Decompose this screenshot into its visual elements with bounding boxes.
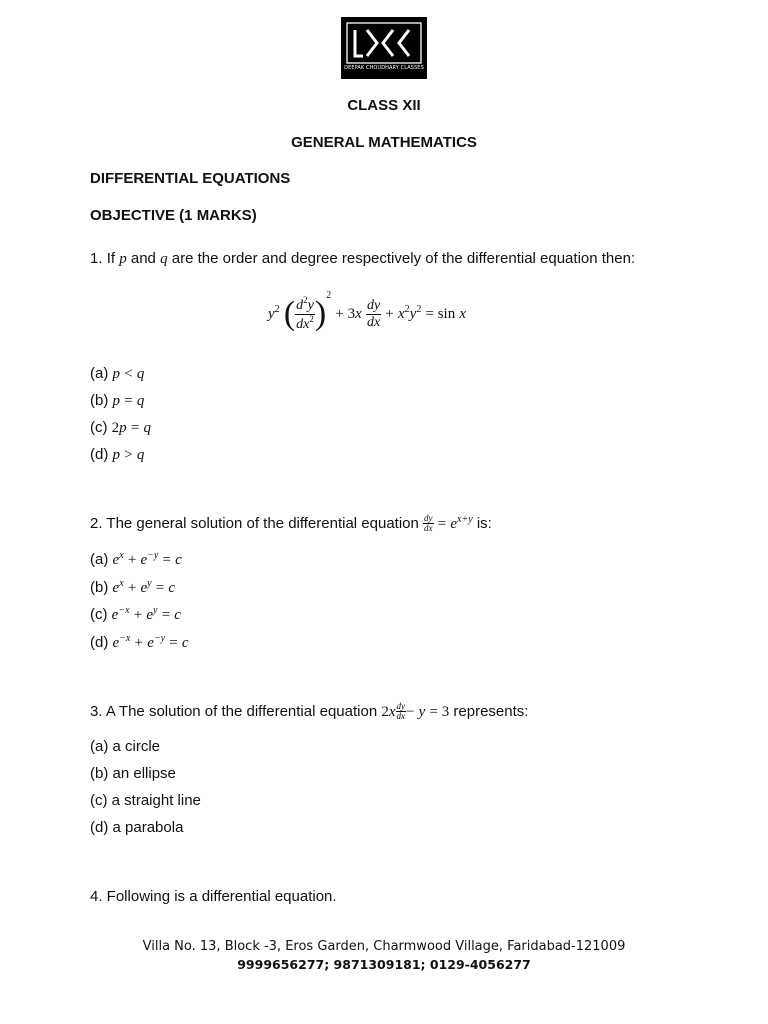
q1-option-d[interactable]: (d) p > q [90, 446, 145, 463]
q2-option-c[interactable]: (c) $e^{-x} + e^y = c$ [90, 605, 181, 623]
q3-option-a[interactable]: (a) a circle [90, 738, 161, 755]
equation-1: $y^2$ ( $\frac{d^2y}{dx^2}$ )$^2$ + 3x $\frac{dy}{dx}$ + $x^2y^2 = \sin x$ [268, 290, 467, 333]
question-2: 2. The general solution of the differential equation $\frac{dy}{dx}$ = $e^{x+y}$ is: [90, 513, 492, 534]
question-4: 4. Following is a differential equation. [90, 888, 337, 905]
question-3: 3. A The solution of the differential equation 2x $\frac{dy}{dx}$ − y = 3 represents: [90, 701, 529, 722]
q2-option-d[interactable]: (d) $e^{-x} + e^{-y} = c$ [90, 633, 189, 651]
q1-option-b[interactable]: (b) p = q [90, 392, 145, 409]
section-heading: OBJECTIVE (1 MARKS) [90, 207, 257, 224]
q3-option-c[interactable]: (c) a straight line [90, 792, 201, 809]
q2-option-a[interactable]: (a) $e^x + e^{-y} = c$ [90, 550, 182, 568]
q3-option-b[interactable]: (b) an ellipse [90, 765, 176, 782]
class-heading: CLASS XII [347, 97, 421, 114]
chapter-heading: DIFFERENTIAL EQUATIONS [90, 170, 291, 187]
q3-option-d[interactable]: (d) a parabola [90, 819, 184, 836]
question-1: 1. If p and q are the order and degree respectively of the differential equation then: [90, 250, 636, 267]
logo-mark-icon [341, 17, 427, 67]
logo [341, 17, 427, 79]
footer-address: Villa No. 13, Block -3, Eros Garden, Charmwood Village, Faridabad-121009 [142, 939, 626, 954]
q1-option-a[interactable]: (a) p < q [90, 365, 145, 382]
logo-tagline: DEEPAK CHOUDHARY CLASSES [344, 65, 424, 71]
q1-option-c[interactable]: (c) 2p = q [90, 419, 151, 436]
footer-phones: 9999656277; 9871309181; 0129-4056277 [237, 957, 531, 972]
subject-heading: GENERAL MATHEMATICS [291, 134, 477, 151]
q2-option-b[interactable]: (b) $e^x + e^y = c$ [90, 578, 176, 596]
